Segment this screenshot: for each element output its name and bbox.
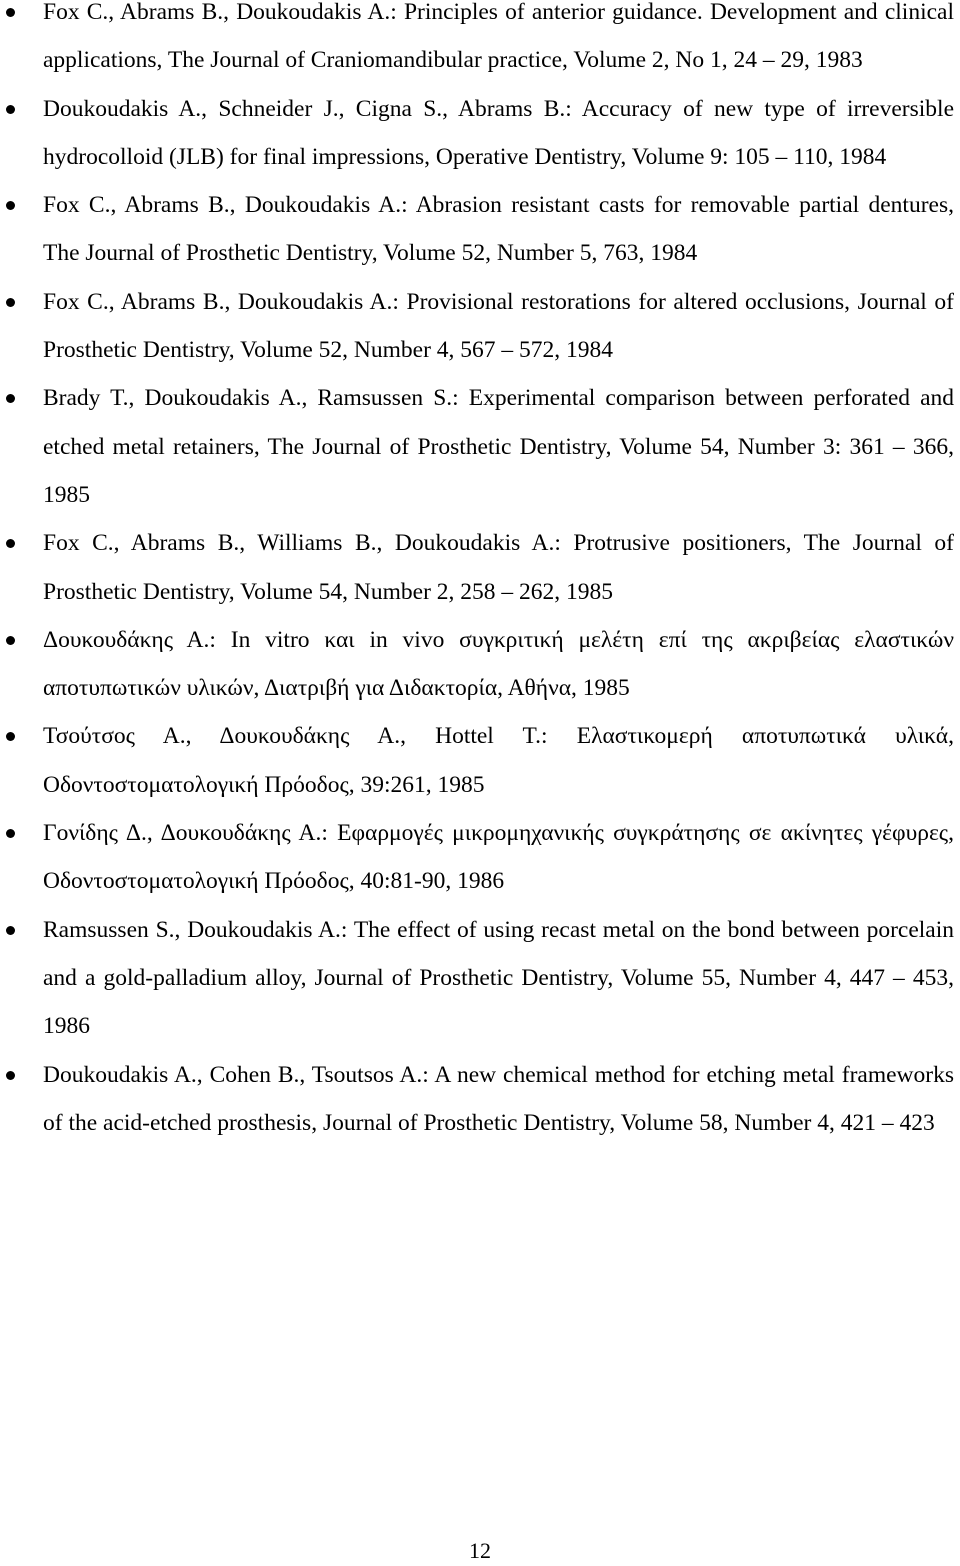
bullet-icon xyxy=(6,394,15,403)
bullet-icon xyxy=(6,732,15,741)
reference-item xyxy=(0,278,960,375)
bullet-icon xyxy=(6,636,15,645)
reference-text: Fox C., Abrams B., Doukoudakis A.: Abrasion resistant casts for removable partial dentures, The Journal of Prosthetic Dentistry, Volume 52, Number 5, 763, 1984 xyxy=(43,192,954,267)
reference-text: Γονίδης Δ., Δουκουδάκης Α.: Εφαρμογές μικρομηχανικής συγκράτησης σε ακίνητες γέφυρες, Οδοντοστοματολογική Πρόοδος, 40:81-90, 1986 xyxy=(43,820,954,895)
reference-text: Doukoudakis A., Cohen B., Tsoutsos A.: A new chemical method for etching metal frameworks of the acid-etched prosthesis, Journal of Prosthetic Dentistry, Volume 58, Number 4, 421 – 423 xyxy=(43,1061,954,1136)
reference-text: Fox C., Abrams B., Doukoudakis A.: Principles of anterior guidance. Development and clinical applications, The Journal of Craniomandibular practice, Volume 2, No 1, 24 – 29, 1983 xyxy=(43,0,954,74)
reference-item xyxy=(0,712,960,809)
reference-text: Τσούτσος Α., Δουκουδάκης Α., Hottel T.: Ελαστικομερή αποτυπωτικά υλικά, Οδοντοστοματολογική Πρόοδος, 39:261, 1985 xyxy=(43,723,954,798)
reference-text: Fox C., Abrams B., Williams B., Doukoudakis A.: Protrusive positioners, The Journal of Prosthetic Dentistry, Volume 54, Number 2, 258 – 262, 1985 xyxy=(43,530,954,605)
reference-text: Fox C., Abrams B., Doukoudakis A.: Provisional restorations for altered occlusions, Journal of Prosthetic Dentistry, Volume 52, Number 4, 567 – 572, 1984 xyxy=(43,288,954,364)
reference-item xyxy=(0,519,960,616)
reference-item xyxy=(0,1051,960,1148)
bullet-icon xyxy=(6,926,15,935)
reference-text: Doukoudakis A., Schneider J., Cigna S., Abrams B.: Accuracy of new type of irreversible hydrocolloid (JLB) for final impressions, Operative Dentistry, Volume 9: 105 – 110, 1984 xyxy=(43,95,954,170)
bullet-icon xyxy=(6,8,15,17)
reference-text: Brady T., Doukoudakis A., Ramsussen S.: Experimental comparison between perforated and etched metal retainers, The Journal of Prosthetic Dentistry, Volume 54, Number 3: 361 – 366, 1985 xyxy=(43,385,954,508)
bullet-icon xyxy=(6,829,15,838)
reference-item xyxy=(0,906,960,1051)
reference-text: Δουκουδάκης Α.: In vitro και in vivo συγκριτική μελέτη επί της ακριβείας ελαστικών αποτυπωτικών υλικών, Διατριβή για Διδακτορία, Αθήνα, 1985 xyxy=(43,626,954,702)
bullet-icon xyxy=(6,1071,15,1080)
reference-text: Ramsussen S., Doukoudakis A.: The effect of using recast metal on the bond between porcelain and a gold-palladium alloy, Journal of Prosthetic Dentistry, Volume 55, Number 4, 447 – 453, 1986 xyxy=(43,916,954,1040)
reference-item xyxy=(0,181,960,278)
bullet-icon xyxy=(6,105,15,114)
reference-item xyxy=(0,0,960,85)
reference-item xyxy=(0,374,960,519)
bullet-icon xyxy=(6,201,15,210)
reference-item xyxy=(0,85,960,182)
reference-item xyxy=(0,616,960,713)
page-number: 12 xyxy=(469,1538,491,1563)
bullet-icon xyxy=(6,298,15,307)
bullet-icon xyxy=(6,539,15,548)
reference-item xyxy=(0,809,960,906)
